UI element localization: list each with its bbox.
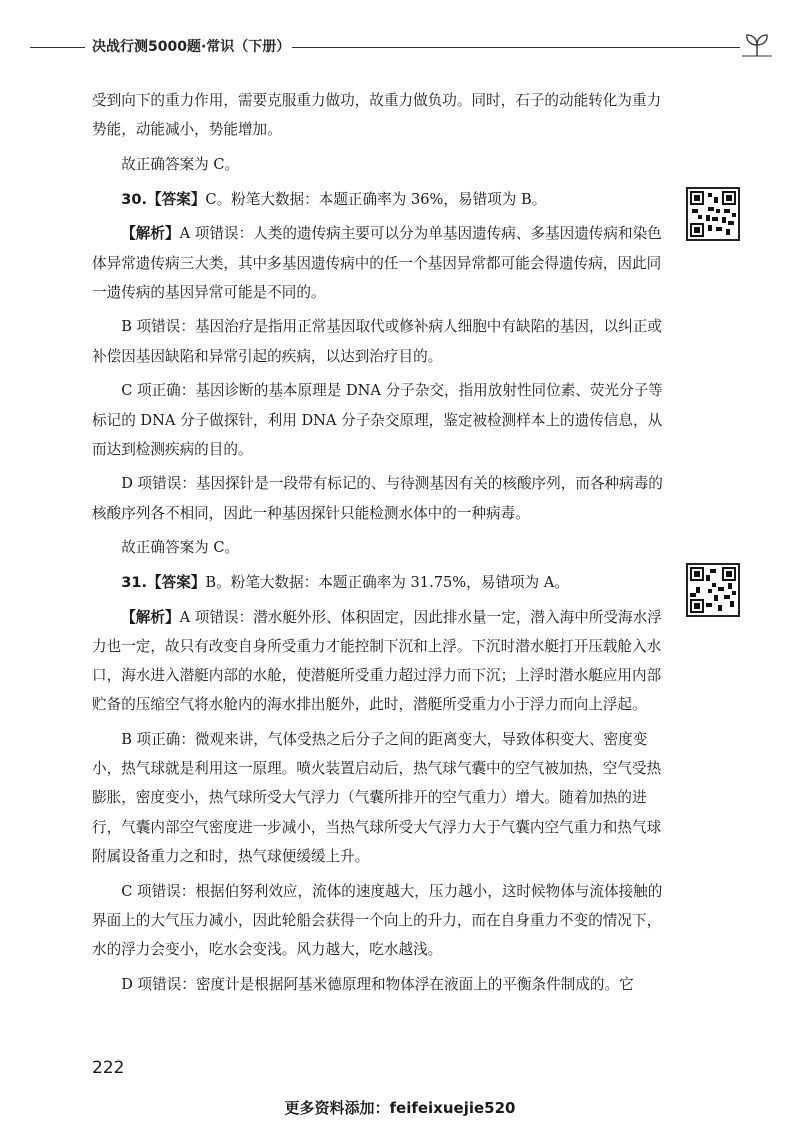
paragraph-8: 故正确答案为 C。 <box>121 539 240 557</box>
paragraph-11: B 项正确：微观来讲，气体受热之后分子之间的距离变大，导致体积变大、密度变小，热气球就是利用这一原理。喷火装置启动后，热气球气囊中的空气被加热，空气受热膨胀，密度变小，热气球所受大气浮力（气囊所排开的空气重力）增大。随着加热的进行，气囊内部空气密度进一步减小，当热气球所受大气浮力大于气囊内空气重力和热气球附属设备重力之和时，热气球便缓缓上升。 <box>92 731 662 865</box>
header-rule-right <box>292 47 740 48</box>
page-number: 222 <box>92 1058 125 1078</box>
qr-code-icon <box>686 563 740 617</box>
answer-31: 31.【答案】B。粉笔大数据：本题正确率为 31.75%，易错项为 A。 <box>121 574 569 592</box>
analysis-30: 【解析】A 项错误：人类的遗传病主要可以分为单基因遗传病、多基因遗传病和染色体异常遗传病三大类，其中多基因遗传病中的任一个基因异常都可能会得遗传病，因此同一遗传病的基因异常可能是不同的。 <box>92 225 662 301</box>
answer-label: 30.【答案】 <box>121 190 206 208</box>
analysis-label: 【解析】 <box>121 608 180 626</box>
paragraph-6: C 项正确：基因诊断的基本原理是 DNA 分子杂交，指用放射性同位素、荧光分子等标记的 DNA 分子做探针，利用 DNA 分子杂交原理，鉴定被检测样本上的遗传信息，从而达到检测疾病的目的。 <box>92 382 663 458</box>
analysis-label: 【解析】 <box>121 225 180 243</box>
paragraph-2: 故正确答案为 C。 <box>121 155 240 173</box>
running-header <box>30 36 775 58</box>
paragraph-5: B 项错误：基因治疗是指用正常基因取代或修补病人细胞中有缺陷的基因，以纠正或补偿因基因缺陷和异常引起的疾病，以达到治疗目的。 <box>92 318 662 365</box>
page-body <box>92 86 674 1004</box>
analysis-31: 【解析】A 项错误：潜水艇外形、体积固定，因此排水量一定，潜入海中所受海水浮力也一定，故只有改变自身所受重力才能控制下沉和上浮。下沉时潜水艇打开压载舱入水口，海水进入潜艇内部的水舱，使潜艇所受重力超过浮力而下沉；上浮时潜水艇应用内部贮备的压缩空气将水舱内的海水排出艇外，此时，潜艇所受重力小于浮力而向上浮起。 <box>92 608 662 714</box>
paragraph-13: D 项错误：密度计是根据阿基米德原理和物体浮在液面上的平衡条件制成的。它 <box>121 975 634 993</box>
paragraph-7: D 项错误：基因探针是一段带有标记的、与待测基因有关的核酸序列，而各种病毒的核酸序列各不相同，因此一种基因探针只能检测水体中的一种病毒。 <box>92 475 663 522</box>
qr-code-icon <box>686 187 740 241</box>
answer-30: 30.【答案】C。粉笔大数据：本题正确率为 36%，易错项为 B。 <box>121 190 547 208</box>
paragraph-1: 受到向下的重力作用，需要克服重力做功，故重力做负功。同时，石子的动能转化为重力势能，动能减小，势能增加。 <box>92 92 662 139</box>
footer-note: 更多资料添加：feifeixuejie520 <box>284 1099 516 1117</box>
book-title: 决战行测5000题·常识（下册） <box>92 39 291 55</box>
header-rule-left <box>30 47 85 48</box>
answer-label: 31.【答案】 <box>121 574 206 592</box>
paragraph-12: C 项错误：根据伯努利效应，流体的速度越大，压力越小，这时候物体与流体接触的界面上的大气压力减小，因此轮船会获得一个向上的升力，而在自身重力不变的情况下，水的浮力会变小，吃水会变浅。风力越大，吃水越浅。 <box>92 882 663 958</box>
sprout-icon <box>742 32 772 58</box>
